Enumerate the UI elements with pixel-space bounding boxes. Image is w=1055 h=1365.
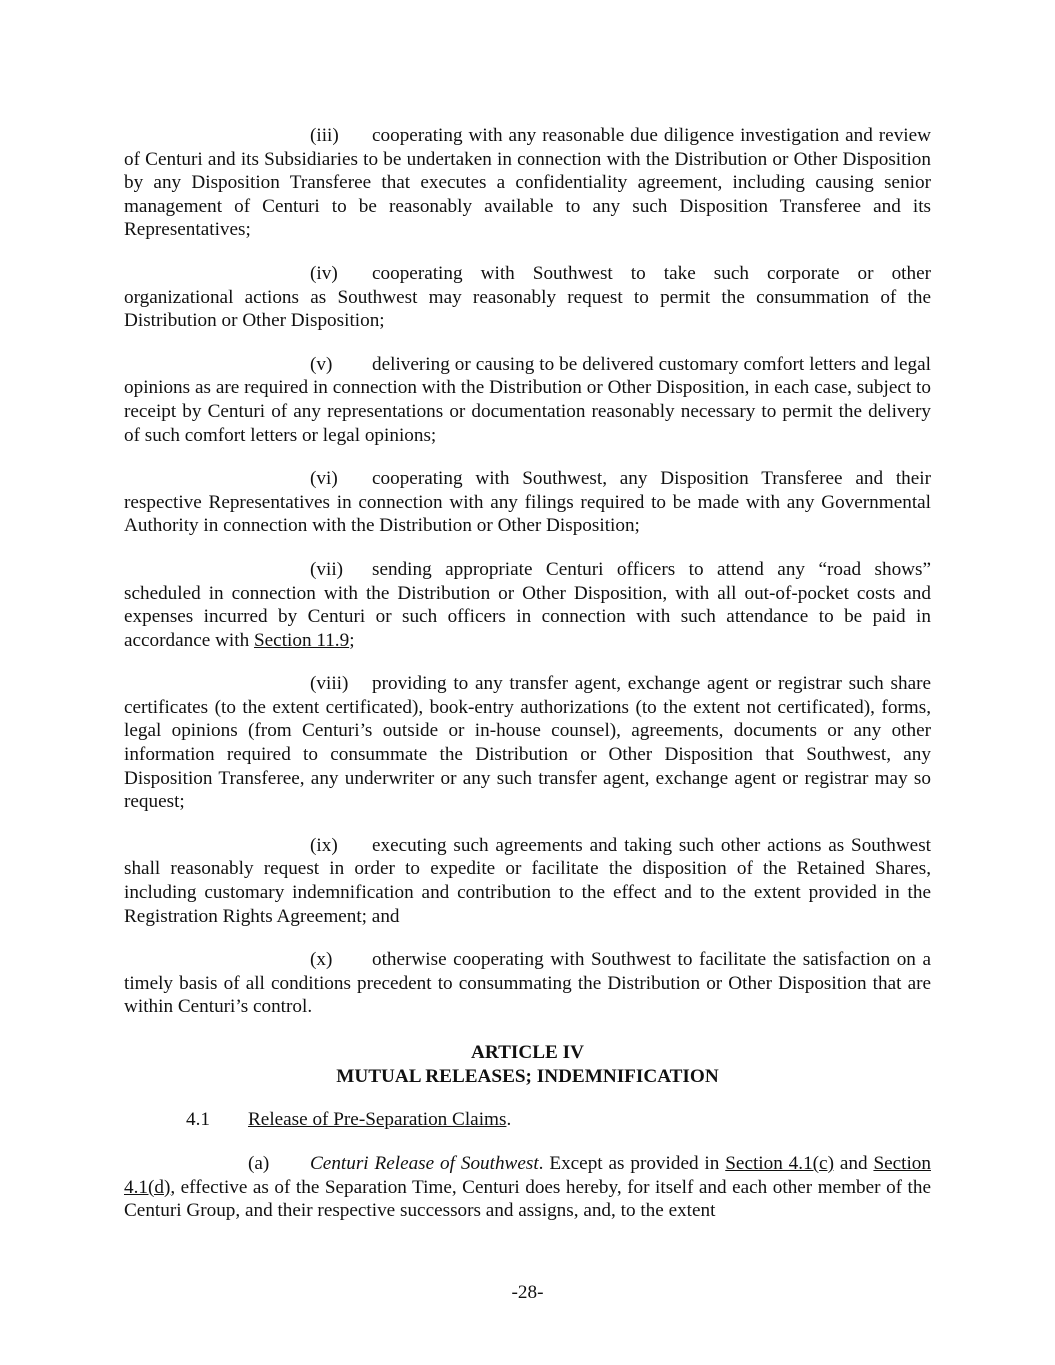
subsection-title: Centuri Release of Southwest [310,1153,539,1174]
section-title: Release of Pre-Separation Claims [248,1109,507,1130]
clause-vii [124,558,931,652]
subsection-marker: (a) [248,1153,270,1174]
page-number: -28- [511,1282,544,1303]
clause-text: delivering or causing to be delivered customary comfort letters and legal opinions as are required in connection with the Distribution or Other Disposition, in each case, subject to receipt by Centuri of any representations or documentation reasonably necessary to permit the delivery of such comfort letters or legal opinions; [124,353,931,446]
clause-text: cooperating with Southwest to take such corporate or other organizational actions as Southwest may reasonably request to permit the consummation of the Distribution or Other Disposition; [124,262,931,332]
clause-marker: (vi) [310,468,338,490]
section-heading [124,1108,931,1132]
clause-iv [124,262,931,333]
clause-text: cooperating with any reasonable due diligence investigation and review of Centuri and its Subsidiaries to be undertaken in connection with the Distribution or Other Disposition by any Disposition Transferee that executes a confidentiality agreement, including causing senior management of Centuri to be reasonably available to any such Disposition Transferee and its Representatives; [124,125,931,241]
clause-marker: (iii) [310,125,339,146]
section-reference-link[interactable]: Section 4.1(c) [725,1153,834,1174]
clause-text: executing such agreements and taking such other actions as Southwest shall reasonably request in order to expedite or facilitate the disposition of the Retained Shares, including customary indemnification and contribution to the effect and to the extent provided in the Registration Rights Agreement; and [124,834,931,927]
clause-marker: (iv) [310,262,338,284]
clause-text-end: ; [349,629,355,651]
clause-marker: (v) [310,353,333,375]
section-reference-link[interactable]: Section 4.1(d) [124,1153,931,1198]
section-reference-link[interactable]: Section 11.9 [253,629,350,651]
section-number: 4.1 [186,1109,210,1130]
clause-text: sending appropriate Centuri officers to attend any “road shows” scheduled in connection with the Distribution or Other Disposition, with all out-of-pocket costs and expenses incurred by Centuri or such officers in connection with such attendance to be paid in accordance with [124,558,931,651]
clause-marker: (viii) [310,673,349,695]
clause-marker: (ix) [310,834,338,856]
clause-ix [124,834,931,928]
article-title: MUTUAL RELEASES; INDEMNIFICATION [336,1066,719,1087]
subsection-a [124,1152,931,1223]
clause-v [124,353,931,447]
document-page [124,124,931,1243]
article-heading [124,1041,931,1089]
article-number: ARTICLE IV [471,1042,584,1063]
subsection-text: and [833,1153,874,1174]
clause-viii [124,672,931,814]
clause-marker: (x) [310,949,333,971]
clause-text: otherwise cooperating with Southwest to facilitate the satisfaction on a timely basis of all conditions precedent to consummating the Distribution or Other Disposition that are within Centuri’s control. [124,949,931,1018]
subsection-text: . Except as provided in [538,1153,726,1174]
clause-iii [124,124,931,242]
section-title-period: . [506,1109,512,1130]
clause-marker: (vii) [310,558,344,580]
clause-x [124,948,931,1019]
clause-text: cooperating with Southwest, any Disposition Transferee and their respective Representatives in connection with any filings required to be made with any Governmental Authority in connection with the Distribution or Other Disposition; [124,468,931,537]
subsection-text: , effective as of the Separation Time, Centuri does hereby, for itself and each other member of the Centuri Group, and their respective successors and assigns, and, to the extent [124,1176,931,1222]
clause-vi [124,467,931,538]
clause-text: providing to any transfer agent, exchange agent or registrar such share certificates (to the extent certificated), book-entry authorizations (to the extent not certificated), forms, legal opinions (from Centuri’s outside or in-house counsel), agreements, documents or any other information required to consummate the Distribution or Other Disposition that Southwest, any Disposition Transferee, any underwriter or any such transfer agent, exchange agent or registrar may so request; [124,673,931,813]
